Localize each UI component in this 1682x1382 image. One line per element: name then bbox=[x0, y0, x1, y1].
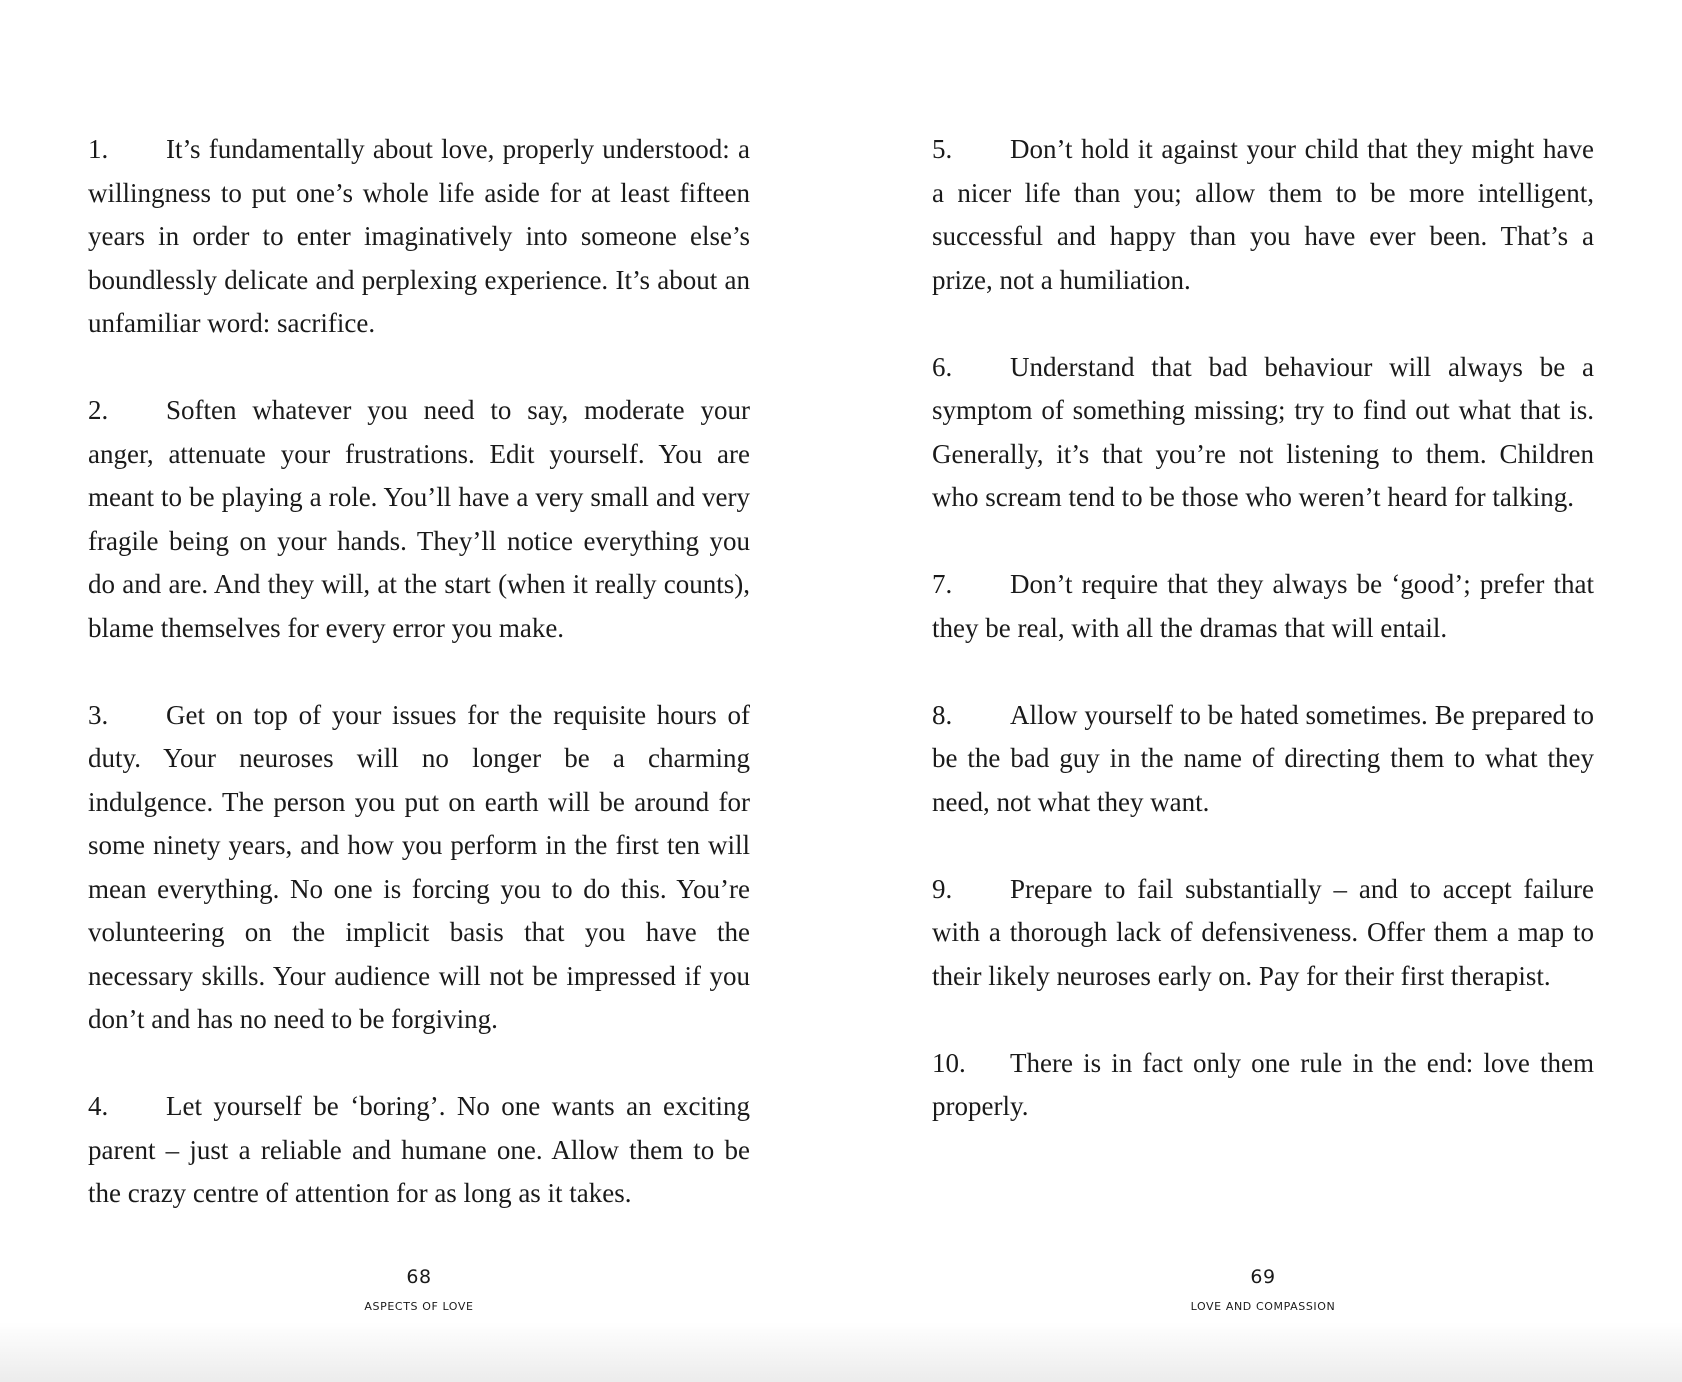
list-item bbox=[932, 694, 1594, 825]
item-text: Allow yourself to be hated sometimes. Be prepared to be the bad guy in the name of directing them to what they need, not what they want. bbox=[932, 699, 1594, 817]
item-text: There is in fact only one rule in the end: love them properly. bbox=[932, 1047, 1594, 1121]
running-footer: LOVE AND COMPASSION bbox=[1190, 1300, 1336, 1313]
item-text: Don’t require that they always be ‘good’; prefer that they be real, with all the dramas that will entail. bbox=[932, 569, 1594, 643]
item-text: Understand that bad behaviour will always be a symptom of something missing; try to find out what that is. Generally, it’s that you’re not listening to them. Children who scream tend to be those who weren’t heard for talking. bbox=[932, 351, 1594, 512]
item-number: 10. bbox=[932, 1047, 966, 1078]
item-number: 7. bbox=[932, 569, 953, 599]
item-number: 3. bbox=[88, 699, 109, 730]
item-number: 8. bbox=[932, 699, 953, 730]
list-item bbox=[88, 694, 750, 1042]
running-footer: ASPECTS OF LOVE bbox=[364, 1300, 474, 1313]
list-item bbox=[932, 1042, 1594, 1129]
page-number: 68 bbox=[406, 1266, 432, 1288]
item-number: 9. bbox=[932, 873, 953, 904]
item-text: Don’t hold it against your child that they might have a nicer life than you; allow them to be more intelligent, successful and happy than you have ever been. That’s a prize, not a humiliation. bbox=[932, 134, 1594, 295]
list-item bbox=[932, 128, 1594, 302]
list-item bbox=[932, 563, 1594, 650]
item-text: Get on top of your issues for the requisite hours of duty. Your neuroses will no longer be a charming indulgence. The person you put on earth will be around for some ninety years, and how you perform in the first ten will mean everything. No one is forcing you to do this. You’re volunteering on the implicit basis that you have the necessary skills. Your audience will not be impressed if you don’t and has no need to be forgiving. bbox=[88, 699, 750, 1034]
item-text: It’s fundamentally about love, properly understood: a willingness to put one’s whole life aside for at least fifteen years in order to enter imaginatively into someone else’s boundlessly delicate and perplexing experience. It’s about an unfamiliar word: sacrifice. bbox=[88, 134, 750, 338]
left-page bbox=[88, 0, 750, 1382]
list-item bbox=[88, 389, 750, 650]
item-number: 4. bbox=[88, 1091, 109, 1121]
item-number: 2. bbox=[88, 395, 109, 425]
bottom-shadow bbox=[0, 1322, 1682, 1382]
left-page-items bbox=[88, 128, 750, 1259]
page-number: 69 bbox=[1250, 1266, 1276, 1288]
item-text: Let yourself be ‘boring’. No one wants an exciting parent – just a reliable and humane one. Allow them to be the crazy centre of attention for as long as it takes. bbox=[88, 1091, 750, 1208]
list-item bbox=[932, 868, 1594, 999]
item-number: 5. bbox=[932, 134, 953, 164]
item-text: Prepare to fail substantially – and to accept failure with a thorough lack of defensiveness. Offer them a map to their likely neuroses early on. Pay for their first therapist. bbox=[932, 873, 1594, 991]
item-number: 6. bbox=[932, 351, 953, 382]
right-page-items bbox=[932, 128, 1594, 1172]
item-text: Soften whatever you need to say, moderate your anger, attenuate your frustrations. Edit yourself. You are meant to be playing a role. You’ll have a very small and very fragile being on your hands. They’ll notice everything you do and are. And they will, at the start (when it really counts), blame themselves for every error you make. bbox=[88, 395, 750, 643]
list-item bbox=[88, 128, 750, 346]
right-page bbox=[932, 0, 1594, 1382]
item-number: 1. bbox=[88, 134, 109, 164]
list-item bbox=[932, 346, 1594, 520]
list-item bbox=[88, 1085, 750, 1216]
